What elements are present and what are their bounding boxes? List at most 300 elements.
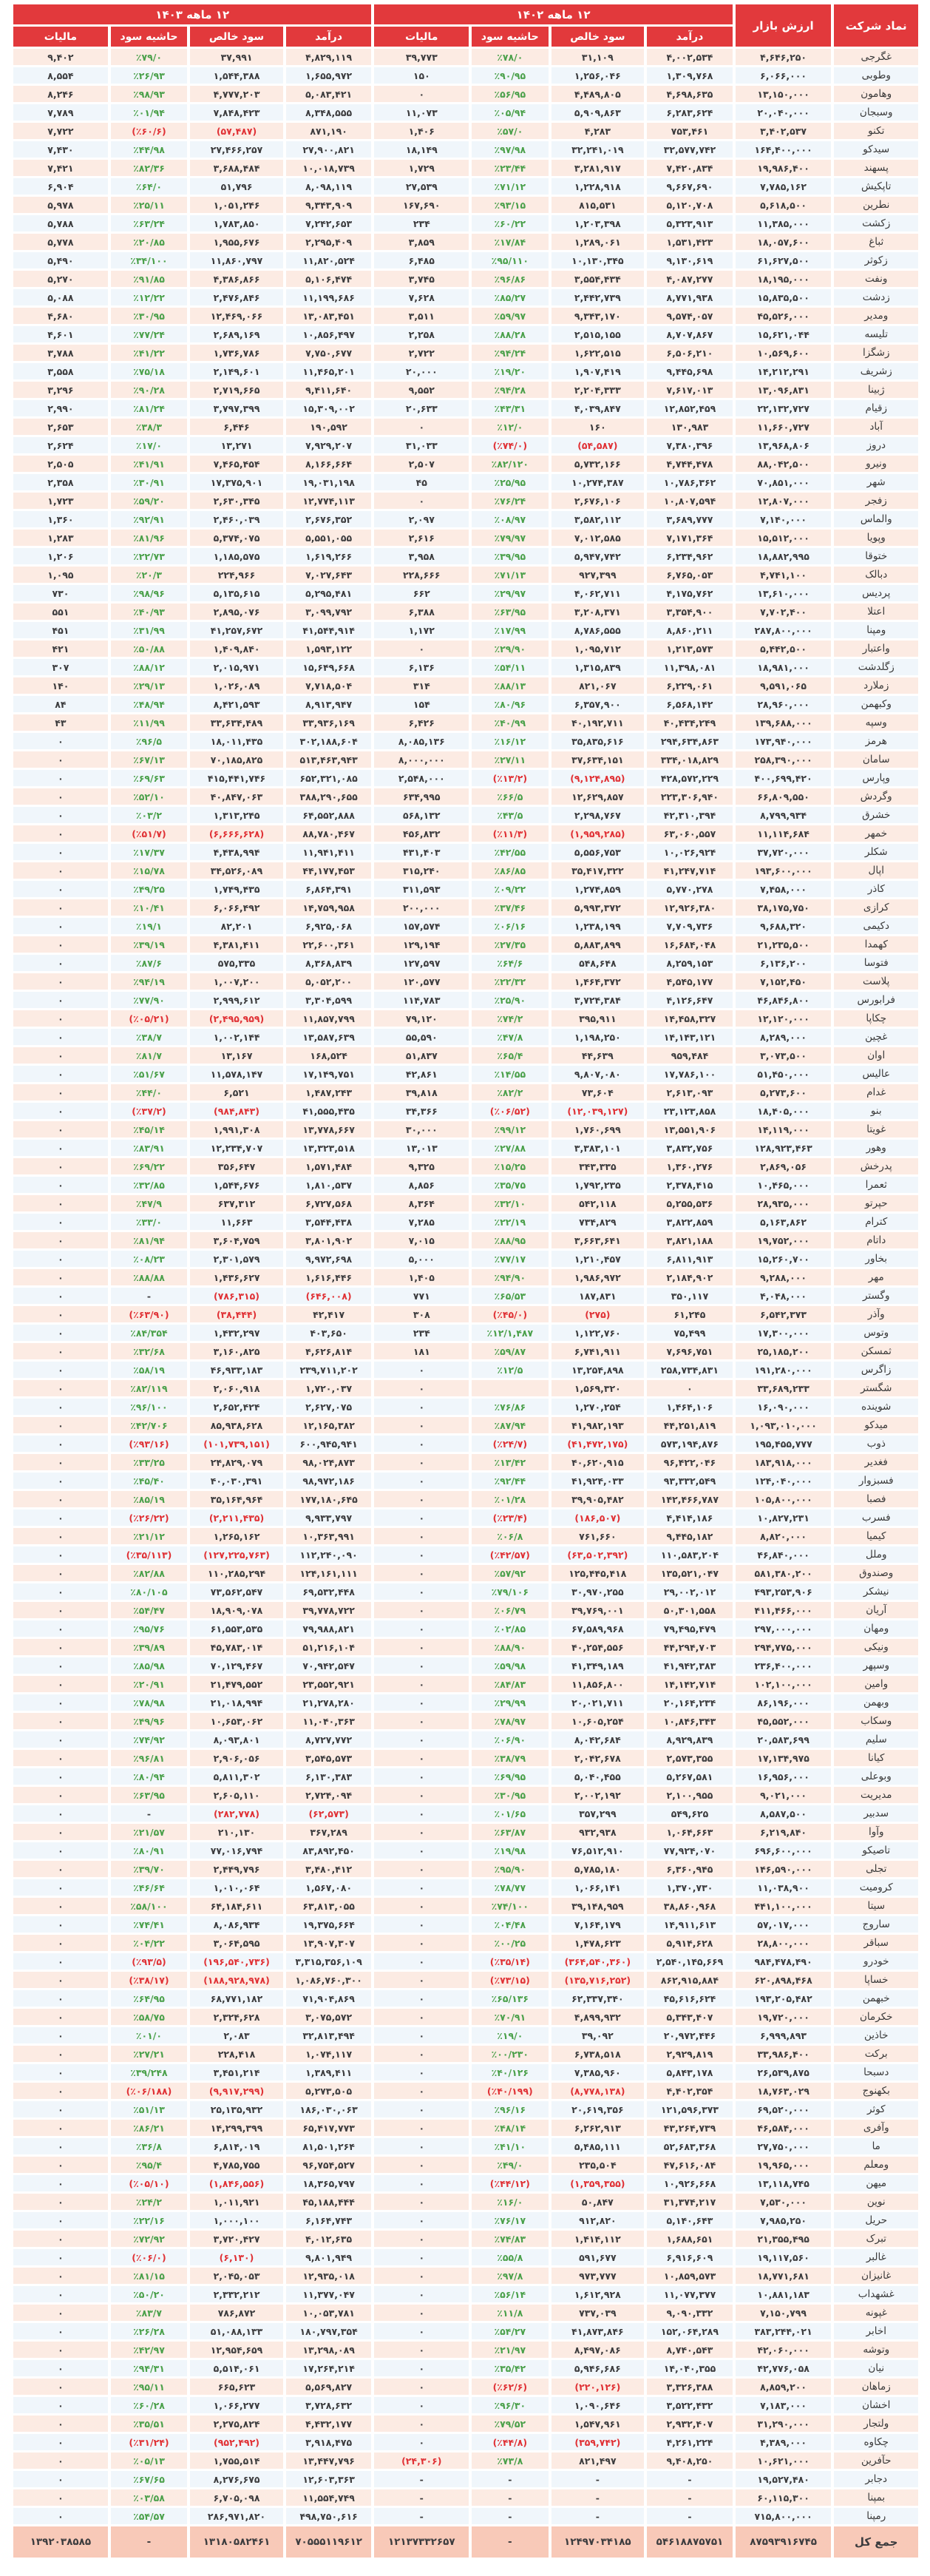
- value-cell: (۶,۱۳۰): [190, 2249, 283, 2265]
- margin-cell: ٪۹۴/۳۱: [111, 2360, 187, 2376]
- value-cell: ۳,۸۰۱,۹۰۲: [286, 1232, 372, 1248]
- value-cell: ۲۲۸,۶۶۶: [374, 567, 469, 583]
- value-cell: ۱,۳۰۹,۷۶۸: [647, 67, 733, 84]
- value-cell: ۲۶,۵۳۹,۸۷۵: [736, 2064, 832, 2080]
- value-cell: ۰: [13, 1528, 108, 1544]
- value-cell: ۰: [374, 1972, 469, 1988]
- table-row: [13, 1066, 918, 1082]
- value-cell: ۱۴,۹۱۱,۶۱۳: [647, 1916, 733, 1933]
- value-cell: ۹,۵۹۱,۰۶۵: [736, 677, 832, 694]
- value-cell: ۱۳۹,۶۸۸,۰۰۰: [736, 714, 832, 731]
- value-cell: ۰: [374, 1768, 469, 1785]
- value-cell: ۲۷,۵۳۹: [374, 178, 469, 195]
- value-cell: ۳۰,۰۰۰: [374, 1121, 469, 1137]
- value-cell: ۱۴,۱۴۳,۱۲۱: [647, 1029, 733, 1045]
- value-cell: ۰: [374, 86, 469, 102]
- value-cell: ۰: [13, 2009, 108, 2025]
- value-cell: ۰: [13, 2027, 108, 2043]
- value-cell: ۰: [374, 1565, 469, 1581]
- value-cell: ۱۳,۶۱۰,۰۰۰: [736, 585, 832, 601]
- table-row: [13, 2471, 918, 2487]
- margin-cell: ٪۵۴/۴۷: [111, 1602, 187, 1618]
- value-cell: ۶,۴۴۶: [190, 419, 283, 435]
- value-cell: ۰: [374, 419, 469, 435]
- value-cell: ۶۱,۵۵۳,۵۳۵: [190, 1620, 283, 1637]
- symbol-cell: مدیریت: [834, 1787, 918, 1803]
- value-cell: ۰: [374, 2249, 469, 2265]
- value-cell: ۲,۲۹۵,۴۰۹: [286, 234, 372, 250]
- margin-cell: ٪۸۱/۹۴: [111, 1232, 187, 1248]
- value-cell: ۱,۷۳۶,۷۸۶: [190, 345, 283, 361]
- value-cell: ۱,۵۶۹,۳۲۰: [551, 1380, 645, 1396]
- margin-cell: ٪۲۲/۷۳: [111, 548, 187, 564]
- value-cell: ۰: [13, 1861, 108, 1877]
- value-cell: ۲۸۶,۹۷۱,۸۲۰: [190, 2508, 283, 2524]
- value-cell: ۶,۷۰۵,۰۹۸: [190, 2489, 283, 2506]
- symbol-cell: خشرق: [834, 807, 918, 823]
- symbol-cell: ونفت: [834, 271, 918, 287]
- table-row: [13, 604, 918, 620]
- margin-cell: ٪۵۹/۲۰: [111, 493, 187, 509]
- table-row: [13, 271, 918, 287]
- value-cell: ۰: [13, 2212, 108, 2228]
- value-cell: -: [374, 2508, 469, 2524]
- table-row: [13, 2046, 918, 2062]
- symbol-cell: وتوشه: [834, 2342, 918, 2358]
- value-cell: ۳۰۸: [374, 1306, 469, 1322]
- table-row: [13, 1269, 918, 1285]
- margin-cell: (٪۹۳/۵): [111, 1953, 187, 1970]
- table-row: [13, 104, 918, 121]
- margin-cell: ٪۲۵/۹۵: [472, 474, 548, 490]
- value-cell: ۳۱,۳۷۴,۲۱۷: [647, 2194, 733, 2210]
- value-cell: ۹۳,۳۳۲,۵۴۹: [647, 1473, 733, 1489]
- margin-cell: ٪۷۶/۲۴: [472, 493, 548, 509]
- value-cell: ۴,۷۴۱,۱۰۰: [736, 567, 832, 583]
- value-cell: ۰: [13, 1343, 108, 1359]
- table-row: [13, 252, 918, 268]
- header-period-1402: ۱۲ ماهه ۱۴۰۲: [374, 4, 732, 24]
- table-row: [13, 585, 918, 601]
- value-cell: ۱,۹۰۷,۴۱۹: [551, 363, 645, 379]
- value-cell: ۴۶,۵۸۴,۰۰۰: [736, 2120, 832, 2136]
- symbol-cell: داتام: [834, 1232, 918, 1248]
- value-cell: ۶,۴۸۵: [374, 252, 469, 268]
- symbol-cell: دجابر: [834, 2471, 918, 2487]
- symbol-cell: کیمیا: [834, 1528, 918, 1544]
- symbol-cell: ومهان: [834, 1620, 918, 1637]
- value-cell: ۳,۷۲۸,۶۳۲: [286, 2397, 372, 2413]
- margin-cell: ٪۲۱/۹۷: [472, 2342, 548, 2358]
- symbol-cell: نطرین: [834, 197, 918, 213]
- value-cell: ۷,۷۵۰,۶۷۷: [286, 345, 372, 361]
- value-cell: ۶,۸۱۴,۰۱۹: [190, 2138, 283, 2154]
- symbol-cell: سیتا: [834, 1898, 918, 1914]
- value-cell: ۹,۱۳۰,۶۱۹: [647, 252, 733, 268]
- table-row: [13, 2231, 918, 2247]
- value-cell: ۴۶,۹۳۳,۱۸۳: [190, 1362, 283, 1378]
- value-cell: ۳۹,۹۰۵,۴۸۲: [551, 1491, 645, 1507]
- symbol-cell: تبرک: [834, 2231, 918, 2247]
- value-cell: ۱۱,۵۵۴,۷۴۹: [286, 2489, 372, 2506]
- margin-cell: ٪۶۶/۵: [472, 788, 548, 805]
- value-cell: ۳۷,۷۲۰,۰۰۰: [736, 844, 832, 860]
- table-row: [13, 1380, 918, 1396]
- value-cell: ۰: [13, 1454, 108, 1470]
- value-cell: ۱,۰۱۰,۰۶۴: [190, 1879, 283, 1896]
- value-cell: ۳,۰۷۳,۵۰۰: [736, 1047, 832, 1064]
- value-cell: ۵۰,۳۰۱,۵۵۸: [647, 1602, 733, 1618]
- symbol-cell: اوان: [834, 1047, 918, 1064]
- value-cell: ۱۳,۷۷۸,۶۶۷: [286, 1121, 372, 1137]
- margin-cell: (٪۲۳/۴): [472, 1510, 548, 1526]
- margin-cell: ٪۸۱/۹۶: [111, 530, 187, 546]
- margin-cell: ٪۸۸/۲۸: [472, 326, 548, 342]
- value-cell: ۷۰,۱۲۹,۴۶۷: [190, 1657, 283, 1674]
- table-row: [13, 2194, 918, 2210]
- value-cell: ۱۷,۳۰۰,۰۰۰: [736, 1325, 832, 1341]
- value-cell: ۸,۹۲۹,۸۳۹: [647, 1731, 733, 1748]
- value-cell: ۱۱,۸۵۷,۷۹۹: [286, 1010, 372, 1027]
- header-market-value: ارزش بازار: [736, 4, 832, 47]
- value-cell: ۴,۱۲۶,۶۴۷: [647, 992, 733, 1008]
- symbol-cell: پسهند: [834, 160, 918, 176]
- value-cell: ۱۸,۹۸۱,۰۰۰: [736, 659, 832, 675]
- table-row: [13, 714, 918, 731]
- margin-cell: ٪۸۰/۱۰۵: [111, 1583, 187, 1600]
- table-row: [13, 1306, 918, 1322]
- value-cell: (۲۷۵): [551, 1306, 645, 1322]
- margin-cell: ٪۷۴/۱۰۰: [472, 1898, 548, 1914]
- value-cell: ۷۹,۱۲۰: [374, 1010, 469, 1027]
- value-cell: ۵,۷۷۸: [13, 234, 108, 250]
- symbol-cell: ثعمرا: [834, 1177, 918, 1193]
- value-cell: ۲,۲۰۴,۳۳۳: [551, 382, 645, 398]
- value-cell: ۰: [13, 1657, 108, 1674]
- symbol-cell: زشگزا: [834, 345, 918, 361]
- table-row: [13, 1768, 918, 1785]
- table-row: [13, 2101, 918, 2117]
- value-cell: ۴۱,۲۵۷,۶۷۲: [190, 622, 283, 638]
- value-cell: ۷,۶۱۷,۰۱۳: [647, 382, 733, 398]
- value-cell: ۰: [13, 733, 108, 749]
- value-cell: ۵,۲۵۵,۵۳۶: [647, 1195, 733, 1211]
- symbol-cell: کهمدا: [834, 936, 918, 953]
- symbol-cell: ولتجار: [834, 2416, 918, 2432]
- table-row: [13, 2416, 918, 2432]
- table-row: [13, 2120, 918, 2136]
- value-cell: ۲۹۷,۰۰۰,۰۰۰: [736, 1620, 832, 1637]
- value-cell: ۱۲۹,۱۹۴: [374, 936, 469, 953]
- value-cell: ۱۷,۲۶۴,۲۱۴: [286, 2360, 372, 2376]
- value-cell: ۲۲,۶۰۰,۳۶۱: [286, 936, 372, 953]
- value-cell: ۱۱۴,۷۸۳: [374, 992, 469, 1008]
- value-cell: ۷۳۰: [13, 585, 108, 601]
- value-cell: ۴,۰۸۷,۲۷۷: [647, 271, 733, 287]
- margin-cell: ٪۸۸/۱۳: [472, 677, 548, 694]
- value-cell: ۱۴۲,۴۶۶,۷۸۷: [647, 1491, 733, 1507]
- value-cell: ۳۹,۷۷۸,۷۲۲: [286, 1602, 372, 1618]
- value-cell: ۴,۰۱۲,۶۳۵: [286, 2231, 372, 2247]
- value-cell: ۲,۵۴۸,۰۰۰: [374, 770, 469, 786]
- value-cell: ۲,۹۹۰: [13, 400, 108, 416]
- value-cell: ۱۲۱,۵۹۶,۳۷۳: [647, 2101, 733, 2117]
- margin-cell: ٪۲۹/۹۷: [472, 585, 548, 601]
- table-row: [13, 1546, 918, 1563]
- value-cell: ۶,۲۱۹,۸۴۰: [736, 1824, 832, 1840]
- value-cell: ۱۲,۷۷۴,۱۱۳: [286, 493, 372, 509]
- value-cell: ۲۳۴: [374, 1325, 469, 1341]
- value-cell: ۷,۱۸۳,۰۰۰: [736, 2397, 832, 2413]
- value-cell: ۲,۷۱۹,۶۶۵: [190, 382, 283, 398]
- value-cell: ۸,۵۵۴: [13, 67, 108, 84]
- margin-cell: ٪۳۴/۱۰۰: [111, 252, 187, 268]
- value-cell: ۴۰,۶۲۰,۹۱۵: [551, 1454, 645, 1470]
- symbol-cell: ونیرو: [834, 456, 918, 472]
- symbol-cell: ساروج: [834, 1916, 918, 1933]
- value-cell: ۱,۴۳۲,۲۹۷: [190, 1325, 283, 1341]
- symbol-cell: مهر: [834, 1269, 918, 1285]
- symbol-cell: سدبیر: [834, 1805, 918, 1822]
- margin-cell: ٪۰۳/۵۸: [111, 2489, 187, 2506]
- value-cell: ۴۳: [13, 714, 108, 731]
- value-cell: ۰: [374, 1787, 469, 1803]
- value-cell: ۰: [13, 2397, 108, 2413]
- value-cell: ۵۸۱,۳۸۰,۲۰۰: [736, 1565, 832, 1581]
- value-cell: ۰: [13, 1750, 108, 1766]
- table-row: [13, 1454, 918, 1470]
- value-cell: ۴۷,۶۱۶,۰۸۴: [647, 2157, 733, 2173]
- value-cell: ۳۸۸,۲۹۰,۶۵۵: [286, 788, 372, 805]
- symbol-cell: عالیس: [834, 1066, 918, 1082]
- value-cell: ۷,۷۰۲,۴۰۰: [736, 604, 832, 620]
- value-cell: ۱,۳۶۰: [13, 511, 108, 527]
- margin-cell: ٪۰۵/۱۳: [111, 2452, 187, 2469]
- value-cell: ۱,۸۱۰,۵۳۷: [286, 1177, 372, 1193]
- value-cell: ۳,۴۵۱,۲۱۴: [190, 2064, 283, 2080]
- margin-cell: ٪۷۹/۱۰۶: [472, 1583, 548, 1600]
- margin-cell: ٪۵۴/۲۷: [472, 2323, 548, 2339]
- value-cell: ۱,۹۵۵,۶۷۶: [190, 234, 283, 250]
- value-cell: ۰: [13, 1269, 108, 1285]
- value-cell: -: [647, 2471, 733, 2487]
- value-cell: ۰: [13, 2138, 108, 2154]
- value-cell: ۹,۰۲۱,۰۰۰: [736, 1787, 832, 1803]
- value-cell: ۱۴,۰۴۰,۳۵۵: [647, 2360, 733, 2376]
- margin-cell: ٪۳۰/۹۱: [111, 474, 187, 490]
- value-cell: (۱,۸۴۶,۵۵۶): [190, 2175, 283, 2191]
- value-cell: ۱,۴۷۸,۶۲۳: [551, 1935, 645, 1951]
- value-cell: ۷,۵۳۰,۰۰۰: [736, 2194, 832, 2210]
- value-cell: ۷۰۵۵۵۱۱۹۶۱۲: [286, 2526, 372, 2558]
- value-cell: ۴۴,۲۵۱,۸۱۹: [647, 1417, 733, 1433]
- value-cell: ۹۶,۷۵۴,۵۲۷: [286, 2157, 372, 2173]
- margin-cell: ٪۱۱/۸: [472, 2305, 548, 2321]
- value-cell: ۱۲,۶۰۳,۳۶۳: [286, 2471, 372, 2487]
- symbol-cell: دبالک: [834, 567, 918, 583]
- table-row: [13, 1047, 918, 1064]
- margin-cell: ٪۸۱/۲۴: [111, 400, 187, 416]
- value-cell: ۱,۹۹۱,۳۰۸: [190, 1121, 283, 1137]
- margin-cell: ٪۳۲/۱۰: [472, 1195, 548, 1211]
- value-cell: ۱۰,۰۵۳,۷۸۱: [286, 2305, 372, 2321]
- table-row: [13, 1583, 918, 1600]
- value-cell: ۰: [13, 844, 108, 860]
- table-row: [13, 2342, 918, 2358]
- value-cell: ۱۷,۳۷۵,۹۰۱: [190, 474, 283, 490]
- value-cell: ۲۸,۹۶۰,۰۰۰: [736, 696, 832, 712]
- value-cell: ۶,۴۲۶: [374, 714, 469, 731]
- value-cell: ۰: [13, 1731, 108, 1748]
- value-cell: ۹,۴۱۱,۶۴۰: [286, 382, 372, 398]
- value-cell: ۳۱,۱۰۹: [551, 49, 645, 65]
- margin-cell: ٪۳۹/۱۹: [111, 936, 187, 953]
- symbol-cell: وسبجان: [834, 104, 918, 121]
- margin-cell: ٪۱۷/۸۴: [472, 234, 548, 250]
- table-row: [13, 622, 918, 638]
- symbol-cell: وطوبی: [834, 67, 918, 84]
- symbol-cell: خمهر: [834, 825, 918, 842]
- value-cell: ۰: [13, 1916, 108, 1933]
- value-cell: ۳۳,۹۳۶,۱۶۹: [286, 714, 372, 731]
- table-row: [13, 382, 918, 398]
- value-cell: ۱۸۷,۸۳۱: [551, 1288, 645, 1304]
- value-cell: ۴۱,۹۸۲,۱۹۳: [551, 1417, 645, 1433]
- value-cell: ۰: [13, 1473, 108, 1489]
- value-cell: ۶,۹۲۵,۰۶۸: [286, 918, 372, 934]
- table-footer: [13, 2526, 918, 2558]
- margin-cell: -: [472, 2526, 548, 2558]
- margin-cell: ٪۵۴/۵۷: [111, 2508, 187, 2524]
- margin-cell: ٪۸۱/۱۵: [111, 2268, 187, 2284]
- value-cell: ۰: [13, 1399, 108, 1415]
- value-cell: ۰: [374, 1546, 469, 1563]
- value-cell: ۱۶,۹۵۶,۰۰۰: [736, 1768, 832, 1785]
- value-cell: ۱۵۴: [374, 696, 469, 712]
- value-cell: ۹۶,۴۲۲,۰۴۶: [647, 1454, 733, 1470]
- margin-cell: ٪۸۷/۶: [111, 955, 187, 971]
- value-cell: ۳۷,۶۳۴,۱۵۱: [551, 751, 645, 768]
- value-cell: ۰: [13, 1010, 108, 1027]
- value-cell: ۵۱,۸۳۷: [374, 1047, 469, 1064]
- value-cell: ۳۵,۸۳۵,۶۱۶: [551, 733, 645, 749]
- value-cell: ۴,۳۸۶,۸۶۶: [190, 271, 283, 287]
- value-cell: ۱,۵۹۳,۱۲۲: [286, 640, 372, 657]
- value-cell: ۰: [374, 640, 469, 657]
- value-cell: -: [551, 2471, 645, 2487]
- value-cell: ۱۵,۳۰۹,۰۰۲: [286, 400, 372, 416]
- value-cell: ۱,۰۹۵,۷۱۲: [551, 640, 645, 657]
- margin-cell: ٪۹۷/۹۸: [472, 141, 548, 158]
- value-cell: ۱۳,۹۰۷,۳۰۷: [286, 1935, 372, 1951]
- value-cell: ۹,۴۴۵,۶۹۸: [647, 363, 733, 379]
- value-cell: ۷,۱۷۱,۳۶۴: [647, 530, 733, 546]
- group-header-row: [13, 4, 918, 24]
- value-cell: ۰: [13, 2064, 108, 2080]
- value-cell: ۲۰,۶۱۹,۳۵۶: [551, 2101, 645, 2117]
- margin-cell: (٪۴۴/۱۲): [472, 2175, 548, 2191]
- symbol-cell: سباقر: [834, 1935, 918, 1951]
- value-cell: ۰: [13, 862, 108, 879]
- value-cell: ۸,۱۶۶,۶۶۴: [286, 456, 372, 472]
- value-cell: ۳,۰۹۹,۷۹۲: [286, 604, 372, 620]
- value-cell: ۵,۰۸۳,۴۲۱: [286, 86, 372, 102]
- value-cell: ۱,۷۶۰,۶۹۹: [551, 1121, 645, 1137]
- value-cell: ۶,۲۸۳,۶۲۴: [647, 104, 733, 121]
- margin-cell: ٪۶۵/۵۳: [472, 1288, 548, 1304]
- value-cell: ۴,۱۷۵,۷۶۲: [647, 585, 733, 601]
- value-cell: ۴۹۸,۷۵۰,۶۱۶: [286, 2508, 372, 2524]
- value-cell: ۴۴۱,۱۰۰,۰۰۰: [736, 1898, 832, 1914]
- margin-cell: ٪۶۰/۲۸: [111, 2397, 187, 2413]
- symbol-cell: کترام: [834, 1214, 918, 1230]
- value-cell: ۴,۴۸۹,۸۰۵: [551, 86, 645, 102]
- value-cell: ۰: [374, 1380, 469, 1396]
- symbol-cell: زکشت: [834, 215, 918, 231]
- margin-cell: ٪۸۰/۹۱: [111, 1842, 187, 1859]
- table-row: [13, 936, 918, 953]
- value-cell: ۸,۲۴۶: [13, 86, 108, 102]
- margin-cell: -: [111, 1805, 187, 1822]
- table-row: [13, 1879, 918, 1896]
- table-row: [13, 1491, 918, 1507]
- value-cell: ۸۵,۹۳۸,۶۲۸: [190, 1417, 283, 1433]
- margin-cell: (٪۱۳/۲): [472, 770, 548, 786]
- value-cell: ۰: [13, 1602, 108, 1618]
- value-cell: ۱۱,۳۹۸,۰۸۱: [647, 659, 733, 675]
- margin-cell: ٪۹۵/۱۱: [111, 2379, 187, 2395]
- margin-cell: ٪۱۹/۹۸: [472, 1842, 548, 1859]
- value-cell: ۰: [374, 1805, 469, 1822]
- value-cell: ۳۱,۰۳۳: [374, 437, 469, 453]
- table-body: [13, 49, 918, 2524]
- margin-cell: ٪۳۵/۵۱: [111, 2416, 187, 2432]
- value-cell: (۹۵۲,۴۹۲): [190, 2434, 283, 2450]
- value-cell: ۴۵,۱۸۸,۴۴۴: [286, 2194, 372, 2210]
- value-cell: ۱۱,۸۲۰,۵۲۴: [286, 252, 372, 268]
- value-cell: ۰: [374, 2083, 469, 2099]
- margin-cell: ٪۹۲/۹۱: [111, 511, 187, 527]
- value-cell: ۱۳,۲۷۱: [190, 437, 283, 453]
- value-cell: ۳۳,۶۸۹,۲۳۳: [736, 1380, 832, 1396]
- value-cell: ۲۹۴,۷۷۵,۰۰۰: [736, 1639, 832, 1655]
- value-cell: ۸,۲۷۶,۶۷۵: [190, 2471, 283, 2487]
- margin-cell: ٪۸۲/۲: [472, 1084, 548, 1101]
- total-label: جمع کل: [834, 2526, 918, 2558]
- value-cell: ۳۱۵,۲۴۰: [374, 862, 469, 879]
- value-cell: ۸۲۱,۴۹۷: [551, 2452, 645, 2469]
- margin-cell: ٪۲۵/۱۱: [111, 197, 187, 213]
- value-cell: ۰: [13, 1288, 108, 1304]
- value-cell: ۱۹,۷۵۲,۰۰۰: [736, 1232, 832, 1248]
- value-cell: ۷,۴۲۱: [13, 160, 108, 176]
- table-row: [13, 918, 918, 934]
- symbol-cell: نوین: [834, 2194, 918, 2210]
- value-cell: ۴۲,۰۶۰,۰۰۰: [736, 2342, 832, 2358]
- value-cell: ۸۲۱,۰۶۷: [551, 677, 645, 694]
- margin-cell: ٪۹۵/۷۶: [111, 1620, 187, 1637]
- value-cell: ۳۹,۱۴۸,۹۵۹: [551, 1898, 645, 1914]
- value-cell: ۰: [374, 2175, 469, 2191]
- value-cell: ۱,۲۰۶: [13, 548, 108, 564]
- value-cell: ۶,۳۵۷,۹۰۰: [551, 696, 645, 712]
- value-cell: ۵,۵۵۶,۷۵۳: [551, 844, 645, 860]
- value-cell: ۰: [13, 1103, 108, 1119]
- value-cell: ۱,۲۷۴,۸۵۹: [551, 881, 645, 897]
- value-cell: ۰: [13, 2175, 108, 2191]
- margin-cell: ٪۳۵/۷۵: [472, 1177, 548, 1193]
- value-cell: ۰: [13, 2249, 108, 2265]
